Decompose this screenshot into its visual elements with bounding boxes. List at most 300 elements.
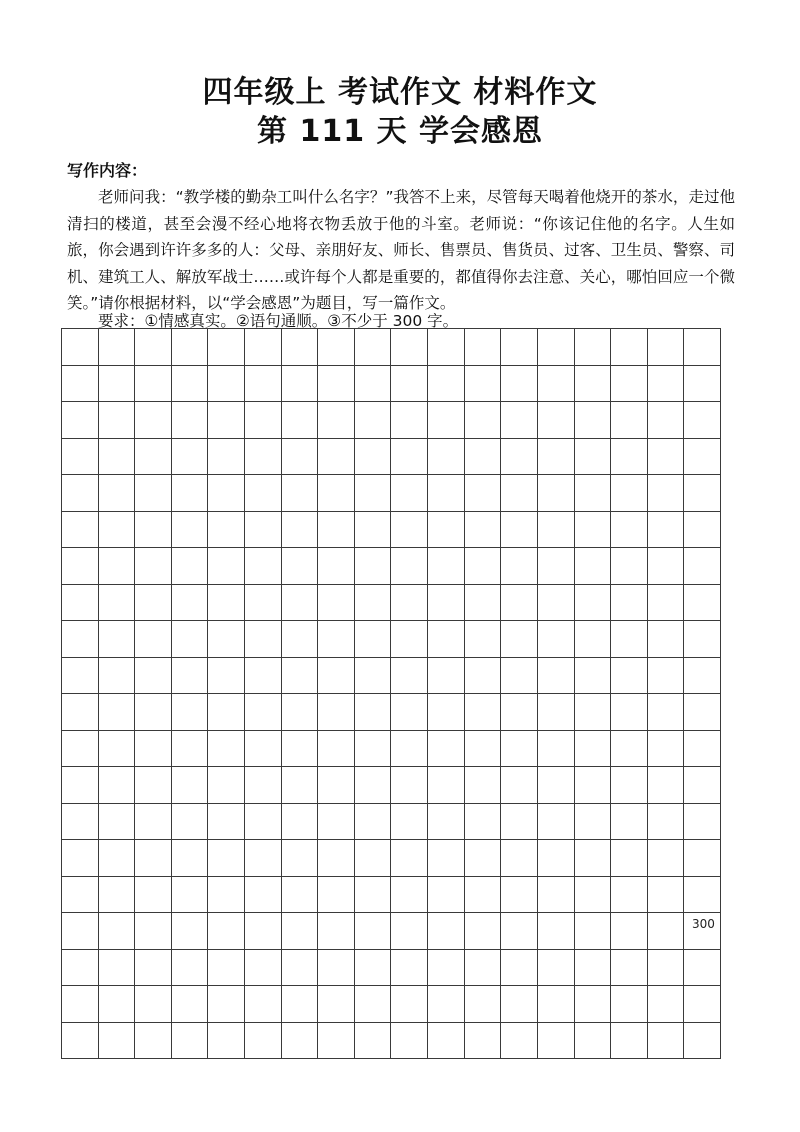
grid-cell[interactable] <box>318 840 355 877</box>
grid-cell[interactable] <box>428 731 465 768</box>
grid-cell[interactable] <box>428 475 465 512</box>
grid-cell[interactable] <box>99 986 136 1023</box>
grid-cell[interactable] <box>208 950 245 987</box>
grid-cell[interactable] <box>611 1023 648 1060</box>
grid-cell[interactable] <box>575 329 612 366</box>
grid-cell[interactable] <box>684 585 721 622</box>
grid-cell[interactable] <box>355 1023 392 1060</box>
grid-cell[interactable] <box>135 658 172 695</box>
grid-cell[interactable] <box>318 621 355 658</box>
grid-cell[interactable] <box>648 840 685 877</box>
grid-cell[interactable] <box>318 585 355 622</box>
grid-cell[interactable] <box>684 621 721 658</box>
grid-cell[interactable] <box>355 512 392 549</box>
grid-cell[interactable] <box>282 585 319 622</box>
grid-cell[interactable] <box>355 366 392 403</box>
grid-cell[interactable] <box>575 658 612 695</box>
grid-cell[interactable] <box>318 694 355 731</box>
grid-cell[interactable] <box>318 402 355 439</box>
grid-cell[interactable] <box>391 658 428 695</box>
grid-cell[interactable] <box>391 694 428 731</box>
grid-cell[interactable] <box>135 840 172 877</box>
grid-cell[interactable] <box>245 585 282 622</box>
grid-cell[interactable] <box>501 804 538 841</box>
grid-cell[interactable] <box>208 877 245 914</box>
grid-cell[interactable] <box>684 731 721 768</box>
grid-cell[interactable] <box>538 512 575 549</box>
grid-cell[interactable] <box>648 913 685 950</box>
grid-cell[interactable] <box>428 548 465 585</box>
grid-cell[interactable] <box>172 475 209 512</box>
grid-cell[interactable] <box>648 950 685 987</box>
grid-cell[interactable] <box>62 512 99 549</box>
grid-cell[interactable] <box>538 475 575 512</box>
grid-cell[interactable] <box>62 804 99 841</box>
grid-cell[interactable] <box>538 1023 575 1060</box>
grid-cell[interactable] <box>208 402 245 439</box>
grid-cell[interactable] <box>648 986 685 1023</box>
grid-cell[interactable] <box>208 804 245 841</box>
grid-cell[interactable] <box>318 658 355 695</box>
grid-cell[interactable] <box>99 512 136 549</box>
grid-cell[interactable] <box>355 731 392 768</box>
grid-cell[interactable] <box>135 694 172 731</box>
grid-cell[interactable] <box>648 658 685 695</box>
grid-cell[interactable] <box>282 329 319 366</box>
grid-cell[interactable] <box>282 950 319 987</box>
grid-cell[interactable] <box>575 913 612 950</box>
grid-cell[interactable] <box>282 512 319 549</box>
grid-cell[interactable] <box>611 585 648 622</box>
grid-cell[interactable] <box>428 694 465 731</box>
grid-cell[interactable] <box>575 694 612 731</box>
grid-cell[interactable] <box>99 694 136 731</box>
grid-cell[interactable] <box>465 913 502 950</box>
grid-cell[interactable] <box>575 621 612 658</box>
grid-cell[interactable] <box>172 767 209 804</box>
grid-cell[interactable] <box>282 475 319 512</box>
grid-cell[interactable] <box>611 439 648 476</box>
grid-cell[interactable] <box>575 439 612 476</box>
grid-cell[interactable] <box>62 694 99 731</box>
grid-cell[interactable] <box>62 585 99 622</box>
grid-cell[interactable] <box>428 913 465 950</box>
grid-cell[interactable] <box>428 767 465 804</box>
grid-cell[interactable] <box>208 1023 245 1060</box>
grid-cell[interactable] <box>684 840 721 877</box>
grid-cell[interactable] <box>648 877 685 914</box>
grid-cell[interactable] <box>135 950 172 987</box>
grid-cell[interactable] <box>208 475 245 512</box>
grid-cell[interactable] <box>611 621 648 658</box>
grid-cell[interactable] <box>135 913 172 950</box>
grid-cell[interactable] <box>538 329 575 366</box>
grid-cell[interactable] <box>538 767 575 804</box>
grid-cell[interactable] <box>538 731 575 768</box>
grid-cell[interactable] <box>99 804 136 841</box>
grid-cell[interactable] <box>62 1023 99 1060</box>
grid-cell[interactable] <box>465 585 502 622</box>
grid-cell[interactable] <box>465 658 502 695</box>
grid-cell[interactable] <box>391 329 428 366</box>
grid-cell[interactable] <box>501 767 538 804</box>
grid-cell[interactable] <box>208 621 245 658</box>
grid-cell[interactable] <box>391 913 428 950</box>
grid-cell[interactable] <box>501 950 538 987</box>
grid-cell[interactable] <box>538 585 575 622</box>
grid-cell[interactable] <box>282 913 319 950</box>
grid-cell[interactable] <box>245 439 282 476</box>
grid-cell[interactable] <box>575 512 612 549</box>
grid-cell[interactable] <box>575 840 612 877</box>
grid-cell[interactable] <box>282 402 319 439</box>
grid-cell[interactable] <box>355 950 392 987</box>
grid-cell[interactable] <box>245 913 282 950</box>
grid-cell[interactable] <box>501 439 538 476</box>
grid-cell[interactable] <box>684 877 721 914</box>
grid-cell[interactable] <box>62 877 99 914</box>
grid-cell[interactable] <box>282 694 319 731</box>
grid-cell[interactable] <box>391 548 428 585</box>
grid-cell[interactable] <box>611 402 648 439</box>
grid-cell[interactable] <box>318 548 355 585</box>
grid-cell[interactable] <box>282 986 319 1023</box>
grid-cell[interactable] <box>611 548 648 585</box>
grid-cell[interactable] <box>99 658 136 695</box>
grid-cell[interactable] <box>501 402 538 439</box>
grid-cell[interactable] <box>135 986 172 1023</box>
grid-cell[interactable] <box>62 402 99 439</box>
grid-cell[interactable] <box>648 512 685 549</box>
grid-cell[interactable] <box>318 1023 355 1060</box>
grid-cell[interactable] <box>208 694 245 731</box>
grid-cell[interactable] <box>465 402 502 439</box>
grid-cell[interactable] <box>355 475 392 512</box>
grid-cell[interactable] <box>355 548 392 585</box>
grid-cell[interactable] <box>135 731 172 768</box>
grid-cell[interactable] <box>648 329 685 366</box>
grid-cell[interactable] <box>208 329 245 366</box>
grid-cell[interactable] <box>99 950 136 987</box>
grid-cell[interactable] <box>575 585 612 622</box>
grid-cell[interactable] <box>501 731 538 768</box>
grid-cell[interactable] <box>391 950 428 987</box>
grid-cell[interactable] <box>172 840 209 877</box>
grid-cell[interactable] <box>501 986 538 1023</box>
grid-cell[interactable] <box>648 767 685 804</box>
grid-cell[interactable] <box>99 913 136 950</box>
grid-cell[interactable] <box>318 329 355 366</box>
grid-cell[interactable] <box>575 986 612 1023</box>
grid-cell[interactable] <box>501 548 538 585</box>
grid-cell[interactable] <box>318 950 355 987</box>
grid-cell[interactable] <box>501 621 538 658</box>
grid-cell[interactable] <box>99 548 136 585</box>
grid-cell[interactable] <box>391 731 428 768</box>
grid-cell[interactable] <box>538 402 575 439</box>
grid-cell[interactable] <box>99 402 136 439</box>
grid-cell[interactable] <box>135 329 172 366</box>
grid-cell[interactable] <box>208 658 245 695</box>
grid-cell[interactable] <box>62 731 99 768</box>
grid-cell[interactable] <box>611 804 648 841</box>
grid-cell[interactable] <box>684 402 721 439</box>
grid-cell[interactable] <box>611 840 648 877</box>
grid-cell[interactable] <box>611 877 648 914</box>
grid-cell[interactable] <box>208 366 245 403</box>
grid-cell[interactable] <box>428 621 465 658</box>
grid-cell[interactable] <box>135 402 172 439</box>
grid-cell[interactable] <box>575 877 612 914</box>
grid-cell[interactable] <box>648 621 685 658</box>
grid-cell[interactable] <box>538 439 575 476</box>
grid-cell[interactable] <box>282 731 319 768</box>
grid-cell[interactable] <box>208 731 245 768</box>
grid-cell[interactable] <box>208 913 245 950</box>
grid-cell[interactable] <box>428 585 465 622</box>
grid-cell[interactable] <box>611 986 648 1023</box>
grid-cell[interactable] <box>648 1023 685 1060</box>
grid-cell[interactable] <box>428 986 465 1023</box>
grid-cell[interactable] <box>684 986 721 1023</box>
grid-cell[interactable] <box>465 1023 502 1060</box>
grid-cell[interactable] <box>684 950 721 987</box>
grid-cell[interactable] <box>391 1023 428 1060</box>
grid-cell[interactable] <box>501 475 538 512</box>
grid-cell[interactable] <box>135 439 172 476</box>
grid-cell[interactable] <box>282 548 319 585</box>
grid-cell[interactable] <box>538 658 575 695</box>
grid-cell[interactable] <box>282 877 319 914</box>
grid-cell[interactable] <box>62 658 99 695</box>
grid-cell[interactable] <box>172 658 209 695</box>
grid-cell[interactable] <box>208 512 245 549</box>
grid-cell[interactable] <box>391 621 428 658</box>
grid-cell[interactable] <box>428 804 465 841</box>
grid-cell[interactable] <box>135 804 172 841</box>
grid-cell[interactable] <box>684 512 721 549</box>
grid-cell[interactable] <box>465 475 502 512</box>
grid-cell[interactable] <box>355 986 392 1023</box>
grid-cell[interactable] <box>355 767 392 804</box>
grid-cell[interactable] <box>575 804 612 841</box>
grid-cell[interactable] <box>648 585 685 622</box>
grid-cell[interactable] <box>172 439 209 476</box>
grid-cell[interactable] <box>684 439 721 476</box>
grid-cell[interactable] <box>575 366 612 403</box>
grid-cell[interactable] <box>648 439 685 476</box>
grid-cell[interactable] <box>465 950 502 987</box>
grid-cell[interactable] <box>428 658 465 695</box>
grid-cell[interactable] <box>465 767 502 804</box>
grid-cell[interactable] <box>575 950 612 987</box>
grid-cell[interactable] <box>62 950 99 987</box>
grid-cell[interactable] <box>62 621 99 658</box>
grid-cell[interactable] <box>611 731 648 768</box>
grid-cell[interactable] <box>62 329 99 366</box>
grid-cell[interactable] <box>62 767 99 804</box>
grid-cell[interactable] <box>245 986 282 1023</box>
grid-cell[interactable] <box>611 366 648 403</box>
grid-cell[interactable] <box>99 731 136 768</box>
grid-cell[interactable] <box>648 694 685 731</box>
grid-cell[interactable] <box>501 877 538 914</box>
grid-cell[interactable] <box>99 621 136 658</box>
grid-cell[interactable] <box>135 512 172 549</box>
grid-cell[interactable] <box>391 804 428 841</box>
grid-cell[interactable] <box>465 804 502 841</box>
grid-cell[interactable] <box>391 475 428 512</box>
grid-cell[interactable] <box>391 986 428 1023</box>
grid-cell[interactable] <box>648 548 685 585</box>
grid-cell[interactable] <box>282 621 319 658</box>
grid-cell[interactable] <box>135 366 172 403</box>
grid-cell[interactable] <box>501 329 538 366</box>
grid-cell[interactable] <box>282 439 319 476</box>
grid-cell[interactable] <box>208 767 245 804</box>
grid-cell[interactable] <box>355 402 392 439</box>
grid-cell[interactable] <box>318 767 355 804</box>
grid-cell[interactable] <box>62 986 99 1023</box>
grid-cell[interactable] <box>172 512 209 549</box>
grid-cell[interactable] <box>355 621 392 658</box>
grid-cell[interactable] <box>611 475 648 512</box>
grid-cell[interactable] <box>172 585 209 622</box>
grid-cell[interactable] <box>428 402 465 439</box>
grid-cell[interactable] <box>62 913 99 950</box>
grid-cell[interactable] <box>575 548 612 585</box>
grid-cell[interactable] <box>611 512 648 549</box>
grid-cell[interactable] <box>575 402 612 439</box>
grid-cell[interactable] <box>172 402 209 439</box>
grid-cell[interactable] <box>318 475 355 512</box>
grid-cell[interactable] <box>684 658 721 695</box>
grid-cell[interactable] <box>172 329 209 366</box>
grid-cell[interactable] <box>355 694 392 731</box>
grid-cell[interactable] <box>245 512 282 549</box>
grid-cell[interactable] <box>208 439 245 476</box>
grid-cell[interactable] <box>428 950 465 987</box>
grid-cell[interactable] <box>391 402 428 439</box>
grid-cell[interactable] <box>355 804 392 841</box>
grid-cell[interactable] <box>245 402 282 439</box>
grid-cell[interactable] <box>282 840 319 877</box>
grid-cell[interactable] <box>428 439 465 476</box>
grid-cell[interactable] <box>684 767 721 804</box>
grid-cell[interactable] <box>172 1023 209 1060</box>
grid-cell[interactable] <box>465 366 502 403</box>
grid-cell[interactable] <box>245 658 282 695</box>
grid-cell[interactable] <box>318 913 355 950</box>
grid-cell[interactable] <box>99 329 136 366</box>
grid-cell[interactable] <box>465 512 502 549</box>
grid-cell[interactable] <box>172 913 209 950</box>
grid-cell[interactable] <box>99 840 136 877</box>
grid-cell[interactable] <box>538 877 575 914</box>
grid-cell[interactable] <box>99 877 136 914</box>
grid-cell[interactable] <box>355 913 392 950</box>
grid-cell[interactable] <box>465 694 502 731</box>
grid-cell[interactable] <box>99 475 136 512</box>
grid-cell[interactable] <box>318 731 355 768</box>
grid-cell[interactable] <box>135 767 172 804</box>
grid-cell[interactable] <box>465 731 502 768</box>
grid-cell[interactable] <box>538 548 575 585</box>
grid-cell[interactable] <box>282 767 319 804</box>
grid-cell[interactable] <box>465 329 502 366</box>
grid-cell[interactable] <box>465 621 502 658</box>
grid-cell[interactable] <box>575 731 612 768</box>
grid-cell[interactable] <box>318 512 355 549</box>
grid-cell[interactable] <box>355 658 392 695</box>
grid-cell[interactable] <box>318 986 355 1023</box>
writing-grid[interactable] <box>61 328 721 1059</box>
grid-cell[interactable] <box>501 658 538 695</box>
grid-cell[interactable] <box>245 840 282 877</box>
grid-cell[interactable] <box>172 877 209 914</box>
grid-cell[interactable] <box>428 877 465 914</box>
grid-cell[interactable] <box>611 658 648 695</box>
grid-cell[interactable] <box>355 439 392 476</box>
grid-cell[interactable] <box>245 950 282 987</box>
grid-cell[interactable] <box>99 1023 136 1060</box>
grid-cell[interactable] <box>684 329 721 366</box>
grid-cell[interactable] <box>684 548 721 585</box>
grid-cell[interactable] <box>501 913 538 950</box>
grid-cell[interactable] <box>538 366 575 403</box>
grid-cell[interactable] <box>684 475 721 512</box>
grid-cell[interactable] <box>172 986 209 1023</box>
grid-cell[interactable] <box>611 694 648 731</box>
grid-cell[interactable] <box>99 585 136 622</box>
grid-cell[interactable] <box>245 731 282 768</box>
grid-cell[interactable] <box>648 804 685 841</box>
grid-cell[interactable] <box>282 366 319 403</box>
grid-cell[interactable] <box>282 1023 319 1060</box>
grid-cell[interactable] <box>391 585 428 622</box>
grid-cell[interactable] <box>575 767 612 804</box>
grid-cell[interactable] <box>135 621 172 658</box>
grid-cell[interactable] <box>611 913 648 950</box>
grid-cell[interactable] <box>684 366 721 403</box>
grid-cell[interactable] <box>465 986 502 1023</box>
grid-cell[interactable] <box>208 585 245 622</box>
grid-cell[interactable] <box>611 329 648 366</box>
grid-cell[interactable] <box>62 548 99 585</box>
grid-cell[interactable] <box>684 804 721 841</box>
grid-cell[interactable] <box>355 877 392 914</box>
grid-cell[interactable] <box>318 877 355 914</box>
grid-cell[interactable] <box>648 366 685 403</box>
grid-cell[interactable] <box>135 475 172 512</box>
grid-cell[interactable] <box>355 585 392 622</box>
grid-cell[interactable] <box>282 804 319 841</box>
grid-cell[interactable] <box>318 439 355 476</box>
grid-cell[interactable] <box>575 1023 612 1060</box>
grid-cell[interactable] <box>465 877 502 914</box>
grid-cell[interactable] <box>245 877 282 914</box>
grid-cell[interactable] <box>684 1023 721 1060</box>
grid-cell[interactable] <box>538 913 575 950</box>
grid-cell[interactable] <box>538 986 575 1023</box>
grid-cell[interactable] <box>318 366 355 403</box>
grid-cell[interactable] <box>245 621 282 658</box>
grid-cell[interactable] <box>391 366 428 403</box>
grid-cell[interactable] <box>99 439 136 476</box>
grid-cell[interactable] <box>62 840 99 877</box>
grid-cell[interactable] <box>501 840 538 877</box>
grid-cell[interactable] <box>135 585 172 622</box>
